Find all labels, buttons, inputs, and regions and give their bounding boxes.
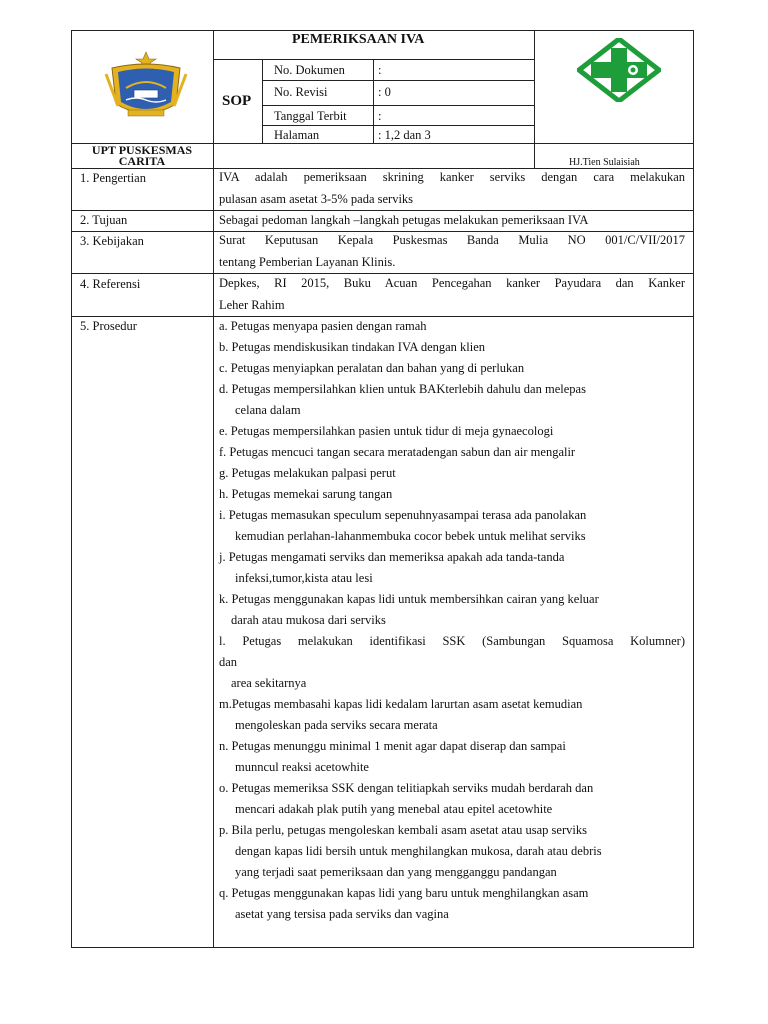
sop-label: SOP — [222, 93, 252, 109]
divider — [262, 125, 534, 126]
procedure-step: b. Petugas mendiskusikan tindakan IVA dengan klien — [219, 340, 486, 354]
kebijakan-line: tentang Pemberian Layanan Klinis. — [219, 255, 396, 269]
procedure-step-continuation: dengan kapas lidi bersih untuk menghilangkan mukosa, darah atau debris — [235, 844, 602, 858]
procedure-step: h. Petugas memekai sarung tangan — [219, 487, 393, 501]
procedure-step: g. Petugas melakukan palpasi perut — [219, 466, 396, 480]
meta-label-no-revisi: No. Revisi — [274, 85, 328, 99]
organization-name: UPT PUSKESMAS CARITA — [91, 143, 193, 168]
divider — [213, 30, 214, 948]
divider — [71, 210, 694, 211]
procedure-step-continuation: infeksi,tumor,kista atau lesi — [235, 571, 373, 585]
section-label-prosedur: 5. Prosedur — [80, 319, 137, 333]
procedure-step: a. Petugas menyapa pasien dengan ramah — [219, 319, 427, 333]
procedure-step-continuation: celana dalam — [235, 403, 301, 417]
divider — [262, 105, 534, 106]
pengertian-line: pulasan asam asetat 3-5% pada serviks — [219, 192, 414, 206]
kebijakan-line: Surat Keputusan Kepala Puskesmas Banda Mulia NO 001/C/VII/2017 — [219, 233, 685, 247]
meta-value-no-revisi: : 0 — [378, 85, 391, 99]
divider — [262, 59, 263, 143]
procedure-step-continuation: area sekitarnya — [231, 676, 307, 690]
regional-emblem-logo — [104, 50, 188, 122]
meta-value-halaman: : 1,2 dan 3 — [378, 128, 431, 142]
procedure-step-continuation: asetat yang tersisa pada serviks dan vagina — [235, 907, 449, 921]
procedure-step: d. Petugas mempersilahkan klien untuk BAKterlebih dahulu dan melepas — [219, 382, 586, 396]
procedure-step-continuation: darah atau mukosa dari serviks — [231, 613, 386, 627]
referensi-line: Depkes, RI 2015, Buku Acuan Pencegahan kanker Payudara dan Kanker — [219, 276, 685, 290]
meta-value-no-dokumen: : — [378, 63, 382, 77]
signatory-name: HJ.Tien Sulaisiah — [569, 157, 640, 168]
pengertian-line: IVA adalah pemeriksaan skrining kanker serviks dengan cara melakukan — [219, 170, 685, 184]
procedure-step-continuation: kemudian perlahan-lahanmembuka cocor bebek untuk melihat serviks — [235, 529, 586, 543]
procedure-step: n. Petugas menunggu minimal 1 menit agar dapat diserap dan sampai — [219, 739, 566, 753]
procedure-step: c. Petugas menyiapkan peralatan dan bahan yang di perlukan — [219, 361, 525, 375]
divider — [534, 30, 535, 168]
section-label-kebijakan: 3. Kebijakan — [80, 234, 144, 248]
divider — [262, 80, 534, 81]
procedure-step: l. Petugas melakukan identifikasi SSK (Sambungan Squamosa Kolumner) — [219, 634, 685, 648]
procedure-step-continuation: mengoleskan pada serviks secara merata — [235, 718, 438, 732]
procedure-step-continuation: dan — [219, 655, 238, 669]
document-title: PEMERIKSAAN IVA — [292, 32, 425, 47]
meta-value-tanggal-terbit: : — [378, 109, 382, 123]
divider — [373, 59, 374, 143]
procedure-step-continuation: munncul reaksi acetowhite — [235, 760, 369, 774]
section-label-pengertian: 1. Pengertian — [80, 171, 146, 185]
meta-label-no-dokumen: No. Dokumen — [274, 63, 345, 77]
procedure-step: p. Bila perlu, petugas mengoleskan kembali asam asetat atau usap serviks — [219, 823, 587, 837]
procedure-step: q. Petugas menggunakan kapas lidi yang baru untuk menghilangkan asam — [219, 886, 589, 900]
procedure-step: m.Petugas membasahi kapas lidi kedalam larurtan asam asetat kemudian — [219, 697, 583, 711]
section-label-tujuan: 2. Tujuan — [80, 213, 128, 227]
procedure-step: j. Petugas mengamati serviks dan memeriksa apakah ada tanda-tanda — [219, 550, 565, 564]
divider — [71, 316, 694, 317]
meta-label-tanggal-terbit: Tanggal Terbit — [274, 109, 347, 123]
procedure-step: e. Petugas mempersilahkan pasien untuk tidur di meja gynaecologi — [219, 424, 554, 438]
procedure-step: f. Petugas mencuci tangan secara meratadengan sabun dan air mengalir — [219, 445, 576, 459]
procedure-step: i. Petugas memasukan speculum sepenuhnyasampai terasa ada panolakan — [219, 508, 587, 522]
procedure-step-continuation: yang terjadi saat pemeriksaan dan yang mengganggu pandangan — [235, 865, 557, 879]
section-label-referensi: 4. Referensi — [80, 277, 141, 291]
tujuan-text: Sebagai pedoman langkah –langkah petugas melakukan pemeriksaan IVA — [219, 213, 589, 227]
puskesmas-logo — [577, 38, 661, 102]
procedure-step-continuation: mencari adakah plak putih yang menebal atau epitel acetowhite — [235, 802, 553, 816]
referensi-line: Leher Rahim — [219, 298, 285, 312]
meta-label-halaman: Halaman — [274, 128, 320, 142]
procedure-step: o. Petugas memeriksa SSK dengan telitiapkah serviks mudah berdarah dan — [219, 781, 594, 795]
procedure-step: k. Petugas menggunakan kapas lidi untuk membersihkan cairan yang keluar — [219, 592, 599, 606]
